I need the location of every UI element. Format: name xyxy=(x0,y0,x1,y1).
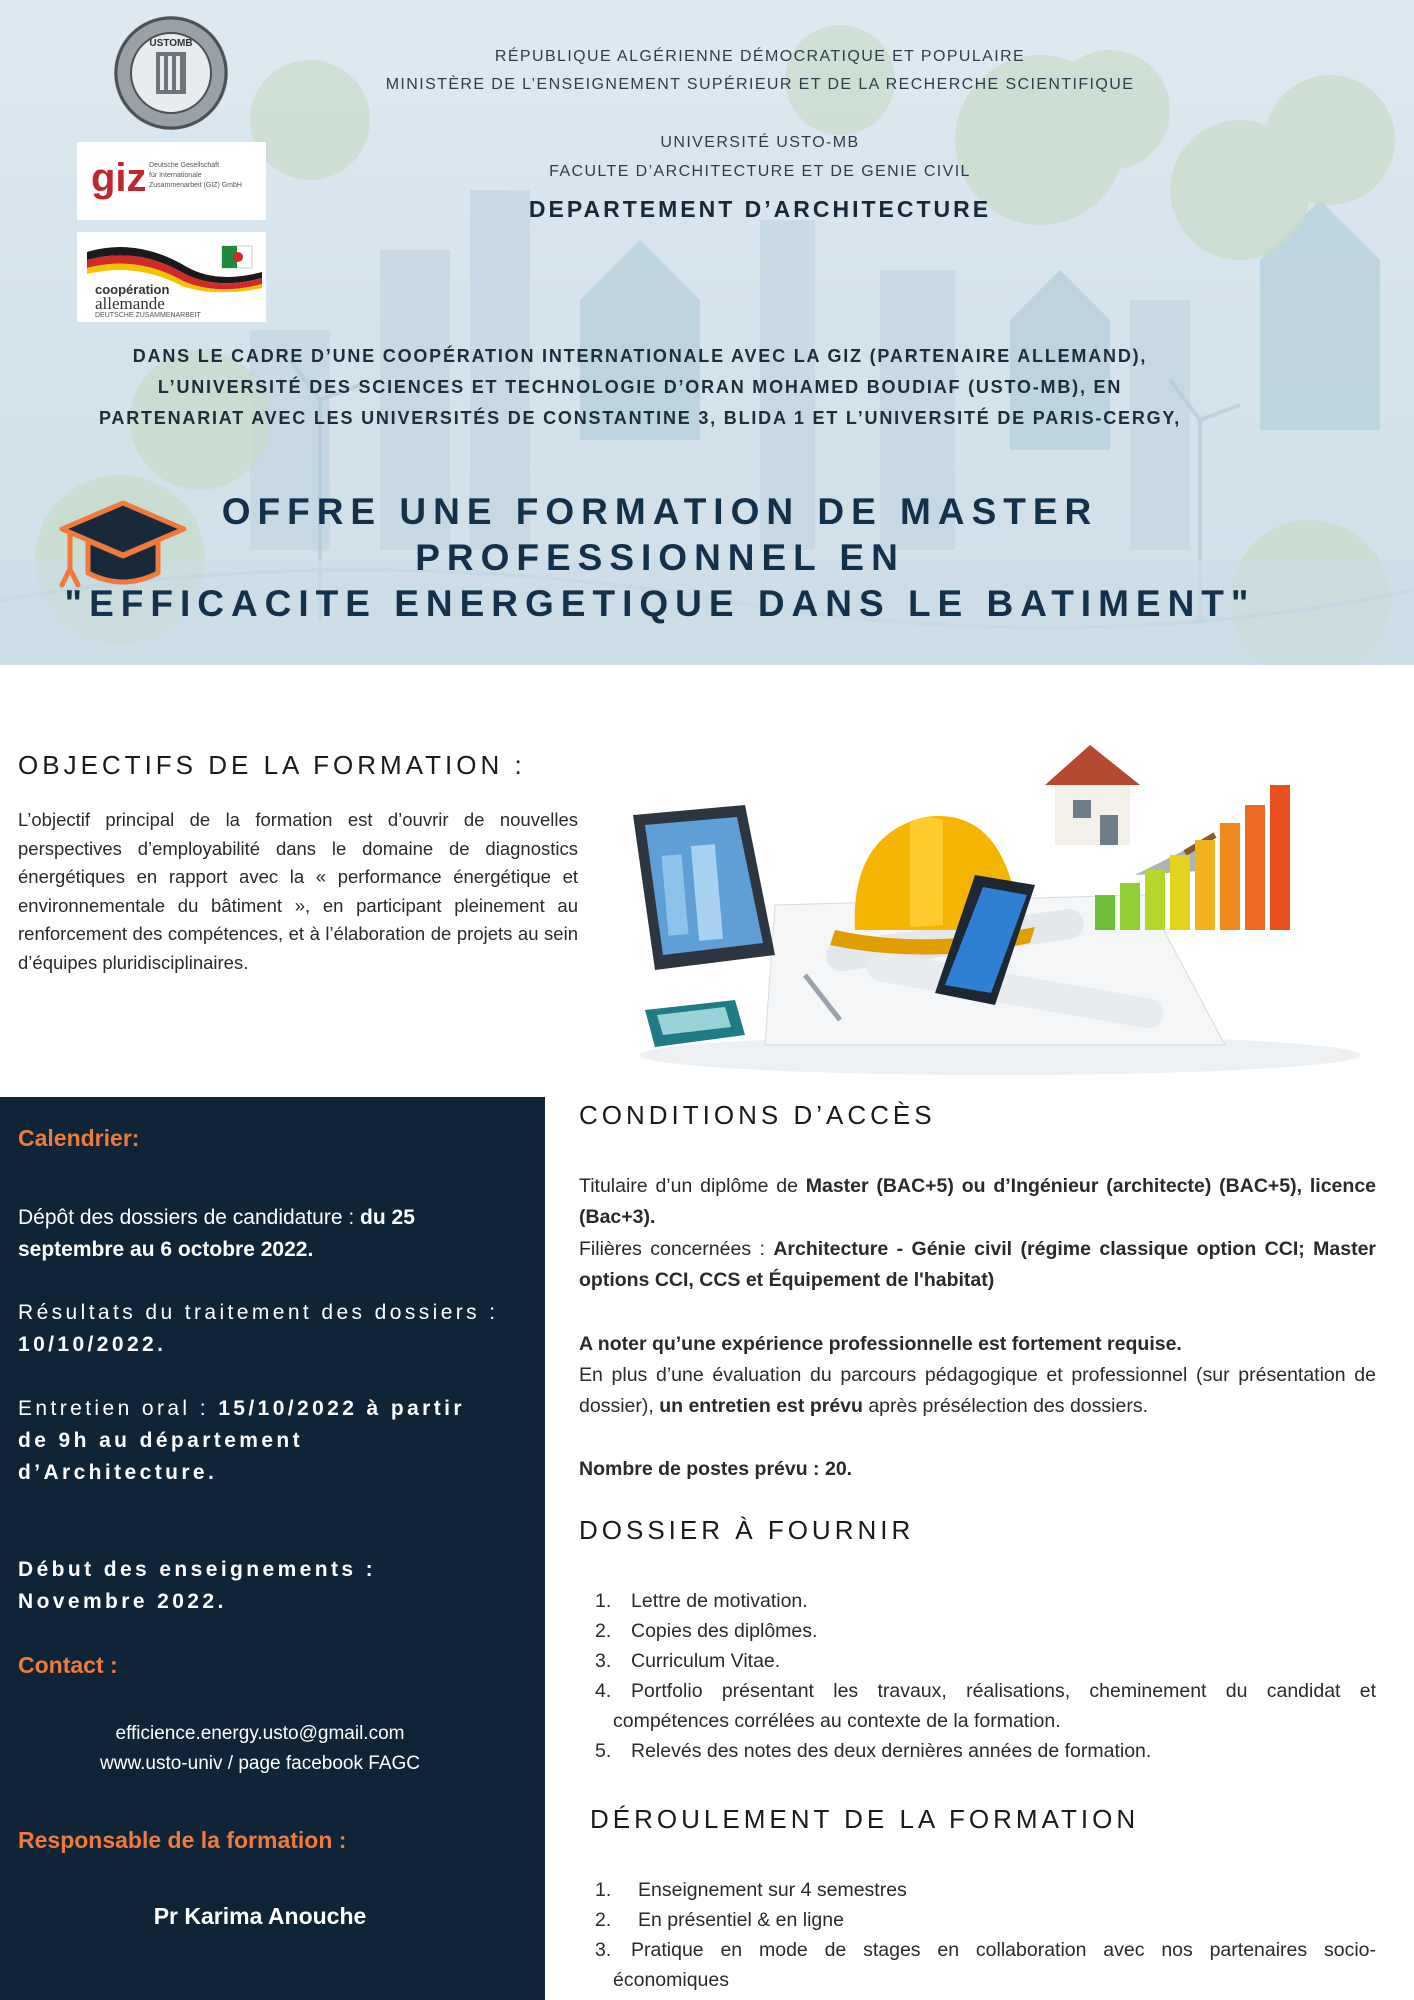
conditions-note: A noter qu’une expérience professionnelle est fortement requise. xyxy=(579,1333,1182,1355)
conditions-evaluation xyxy=(579,1360,1376,1422)
intro-line-2: L’UNIVERSITÉ DES SCIENCES ET TECHNOLOGIE D’ORAN MOHAMED BOUDIAF (USTO-MB), EN xyxy=(157,377,1123,397)
calendar-interview-value: 15/10/2022 à partir de 9h au département d’Architecture. xyxy=(18,1397,465,1484)
deroulement-heading: DÉROULEMENT DE LA FORMATION xyxy=(590,1804,1140,1834)
dossier-heading: DOSSIER À FOURNIR xyxy=(579,1515,915,1545)
coop-line2: allemande xyxy=(95,294,165,313)
conditions-diploma-value: Master (BAC+5) ou d’Ingénieur (architecte) (BAC+5), licence (Bac+3). xyxy=(579,1175,1377,1228)
conditions-heading: CONDITIONS D’ACCÈS xyxy=(579,1100,936,1130)
list-item-number: 3. xyxy=(595,1650,612,1672)
calendar-interview-label: Entretien oral : xyxy=(18,1397,219,1420)
conditions-diploma-label: Titulaire d’un diplôme de xyxy=(579,1175,806,1197)
calendar-results-label: Résultats du traitement des dossiers : xyxy=(18,1301,499,1324)
deroulement-list xyxy=(579,1875,1376,1995)
conditions-evaluation-bold: un entretien est prévu xyxy=(659,1395,863,1417)
manager-heading: Responsable de la formation : xyxy=(18,1827,347,1853)
list-item-number: 3. xyxy=(595,1939,612,1961)
manager-name: Pr Karima Anouche xyxy=(153,1903,367,1929)
conditions-fields xyxy=(579,1234,1376,1296)
list-item-text: En présentiel & en ligne xyxy=(638,1909,844,1931)
list-item-number: 5. xyxy=(595,1740,612,1762)
calendar-results-value: 10/10/2022. xyxy=(18,1333,167,1356)
calendar-contact-panel xyxy=(0,1097,545,2000)
header-republic: RÉPUBLIQUE ALGÉRIENNE DÉMOCRATIQUE ET POPULAIRE xyxy=(494,48,1026,65)
list-item xyxy=(579,1616,1376,1646)
conditions-fields-value: Architecture - Génie civil (régime classique option CCI; Master options CCI, CCS et Équipement de l'habitat) xyxy=(579,1238,1377,1291)
objectives-heading: OBJECTIFS DE LA FORMATION : xyxy=(18,750,526,780)
list-item-number: 1. xyxy=(595,1590,612,1612)
list-item xyxy=(579,1586,1376,1616)
header-department: DEPARTEMENT D’ARCHITECTURE xyxy=(528,196,992,222)
conditions-evaluation-post: après présélection des dossiers. xyxy=(862,1395,1148,1417)
list-item-text: Curriculum Vitae. xyxy=(631,1650,781,1672)
contact-email[interactable]: efficience.energy.usto@gmail.com xyxy=(115,1723,405,1744)
header-faculty: FACULTE D’ARCHITECTURE ET DE GENIE CIVIL xyxy=(549,163,971,180)
giz-line1: Deutsche Gesellschaft xyxy=(149,162,220,169)
usto-university-logo xyxy=(112,14,230,132)
list-item-text: Pratique en mode de stages en collaboration avec nos partenaires socio-économiques xyxy=(613,1939,1376,1991)
intro-line-3: PARTENARIAT AVEC LES UNIVERSITÉS DE CONSTANTINE 3, BLIDA 1 ET L’UNIVERSITÉ DE PARIS-CERGY, xyxy=(98,408,1182,428)
giz-line3: Zusammenarbeit (GIZ) GmbH xyxy=(149,182,242,189)
giz-mark: giz xyxy=(91,156,147,200)
list-item xyxy=(579,1736,1376,1766)
calendar-interview xyxy=(18,1393,498,1489)
objectives-text: L’objectif principal de la formation est d’ouvrir de nouvelles perspectives d’employabilité dans le domaine de diagnostics énergétiques en rapport avec la « performance énergétique et environnementale du bâtiment », en participant pleinement au renforcement des compétences, et à l’élaboration de projets au sein d’équipes pluridisciplinaires. xyxy=(18,809,578,973)
cooperation-allemande-logo xyxy=(77,232,266,322)
list-item xyxy=(579,1676,1376,1736)
conditions-fields-label: Filières concernées : xyxy=(579,1238,774,1260)
list-item-number: 2. xyxy=(595,1620,612,1642)
coop-line1: coopération xyxy=(95,282,170,297)
conditions-diploma xyxy=(579,1171,1376,1233)
list-item xyxy=(579,1905,1376,1935)
program-title-line-1: OFFRE UNE FORMATION DE MASTER xyxy=(221,491,1099,532)
calendar-heading: Calendrier: xyxy=(18,1125,140,1151)
calendar-start: Début des enseignements : Novembre 2022. xyxy=(18,1558,377,1613)
list-item-number: 2. xyxy=(595,1909,612,1931)
calendar-depot xyxy=(18,1202,523,1266)
list-item-text: Copies des diplômes. xyxy=(631,1620,818,1642)
svg-text:USTOMB: USTOMB xyxy=(149,38,193,49)
intro-line-1: DANS LE CADRE D’UNE COOPÉRATION INTERNATIONALE AVEC LA GIZ (PARTENAIRE ALLEMAND), xyxy=(132,346,1148,366)
list-item-number: 4. xyxy=(595,1680,612,1702)
list-item-number: 1. xyxy=(595,1879,612,1901)
giz-line2: für Internationale xyxy=(149,172,202,179)
program-title-line-2: PROFESSIONNEL EN xyxy=(415,537,905,578)
conditions-evaluation-pre: En plus d’une évaluation du parcours pédagogique et professionnel (sur présentation de dossier), xyxy=(579,1364,1376,1417)
header-university: UNIVERSITÉ USTO-MB xyxy=(660,134,860,151)
list-item-text: Portfolio présentant les travaux, réalisations, cheminement du candidat et compétences corrélées au contexte de la formation. xyxy=(613,1680,1376,1732)
dossier-list xyxy=(579,1586,1376,1766)
header-ministry: MINISTÈRE DE L’ENSEIGNEMENT SUPÉRIEUR ET DE LA RECHERCHE SCIENTIFIQUE xyxy=(385,76,1135,93)
construction-energy-illustration xyxy=(625,745,1375,1080)
header-banner xyxy=(0,0,1414,665)
list-item xyxy=(579,1646,1376,1676)
contact-heading: Contact : xyxy=(18,1652,118,1678)
list-item-text: Lettre de motivation. xyxy=(631,1590,808,1612)
conditions-posts: Nombre de postes prévu : 20. xyxy=(579,1458,853,1480)
list-item xyxy=(579,1935,1376,1995)
contact-website[interactable]: www.usto-univ / page facebook FAGC xyxy=(100,1753,420,1774)
list-item xyxy=(579,1875,1376,1905)
coop-line3: DEUTSCHE ZUSAMMENARBEIT xyxy=(95,312,201,319)
list-item-text: Relevés des notes des deux dernières années de formation. xyxy=(631,1740,1152,1762)
calendar-depot-value: du 25 septembre au 6 octobre 2022. xyxy=(18,1206,415,1261)
calendar-results xyxy=(18,1297,523,1361)
calendar-depot-label: Dépôt des dossiers de candidature : xyxy=(18,1206,361,1229)
program-title-line-3: "EFFICACITE ENERGETIQUE DANS LE BATIMENT" xyxy=(64,583,1256,624)
list-item-text: Enseignement sur 4 semestres xyxy=(638,1879,907,1901)
